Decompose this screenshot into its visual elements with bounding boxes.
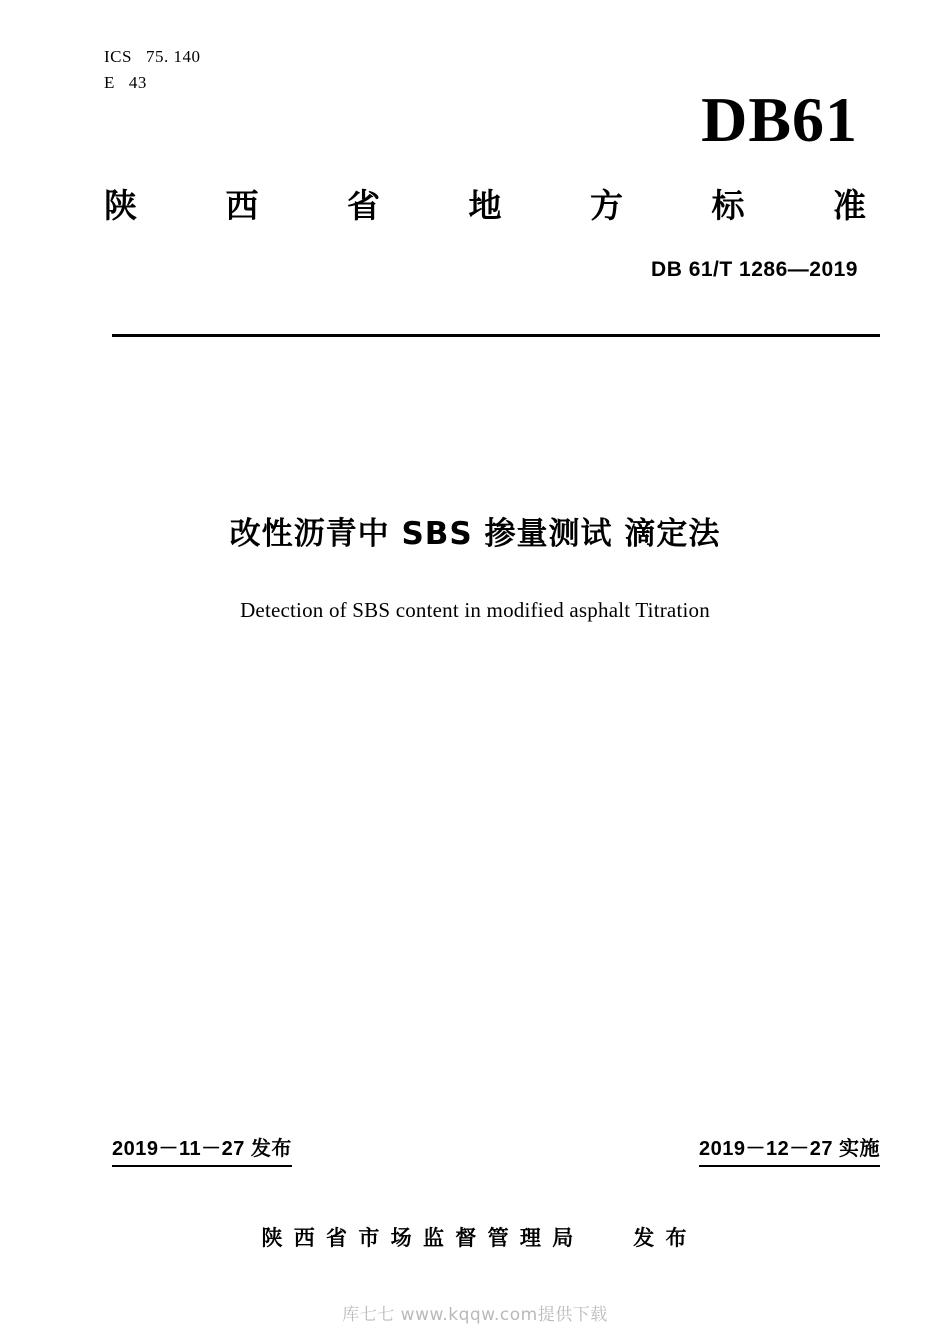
authority-char-2: 省 <box>347 186 380 225</box>
standard-logo: DB61 <box>701 84 858 155</box>
authority-char-6: 准 <box>833 186 866 225</box>
header-divider <box>112 334 880 337</box>
classification-label: E <box>104 73 115 92</box>
dates-row <box>112 1132 880 1167</box>
ics-line <box>104 44 200 70</box>
authority-char-3: 地 <box>468 186 502 225</box>
footer-watermark: 库七七 www.kqqw.com提供下载 <box>342 1305 608 1325</box>
authority-char-1: 西 <box>225 186 259 225</box>
page-title: 改性沥青中 SBS 掺量测试 滴定法 <box>229 516 721 552</box>
authority-char-0: 陕 <box>104 186 137 225</box>
ics-block <box>104 44 200 96</box>
ics-value: 75. 140 <box>145 47 201 66</box>
implementation-date: 2019－12－27 实施 <box>699 1132 880 1167</box>
ics-label: ICS <box>104 47 132 66</box>
classification-value: 43 <box>128 73 147 92</box>
standard-authority-title <box>104 180 866 227</box>
publisher-row <box>0 1222 950 1252</box>
classification-line <box>104 70 200 96</box>
page-title-english: Detection of SBS content in modified asphalt Titration <box>240 598 710 622</box>
publisher-name: 陕 西 省 市 场 监 督 管 理 局 <box>261 1226 576 1250</box>
authority-char-5: 标 <box>711 186 745 225</box>
authority-char-4: 方 <box>590 186 623 225</box>
standard-number: DB 61/T 1286—2019 <box>651 258 858 281</box>
publisher-action: 发 布 <box>633 1226 689 1250</box>
issue-date: 2019－11－27 发布 <box>112 1132 292 1167</box>
